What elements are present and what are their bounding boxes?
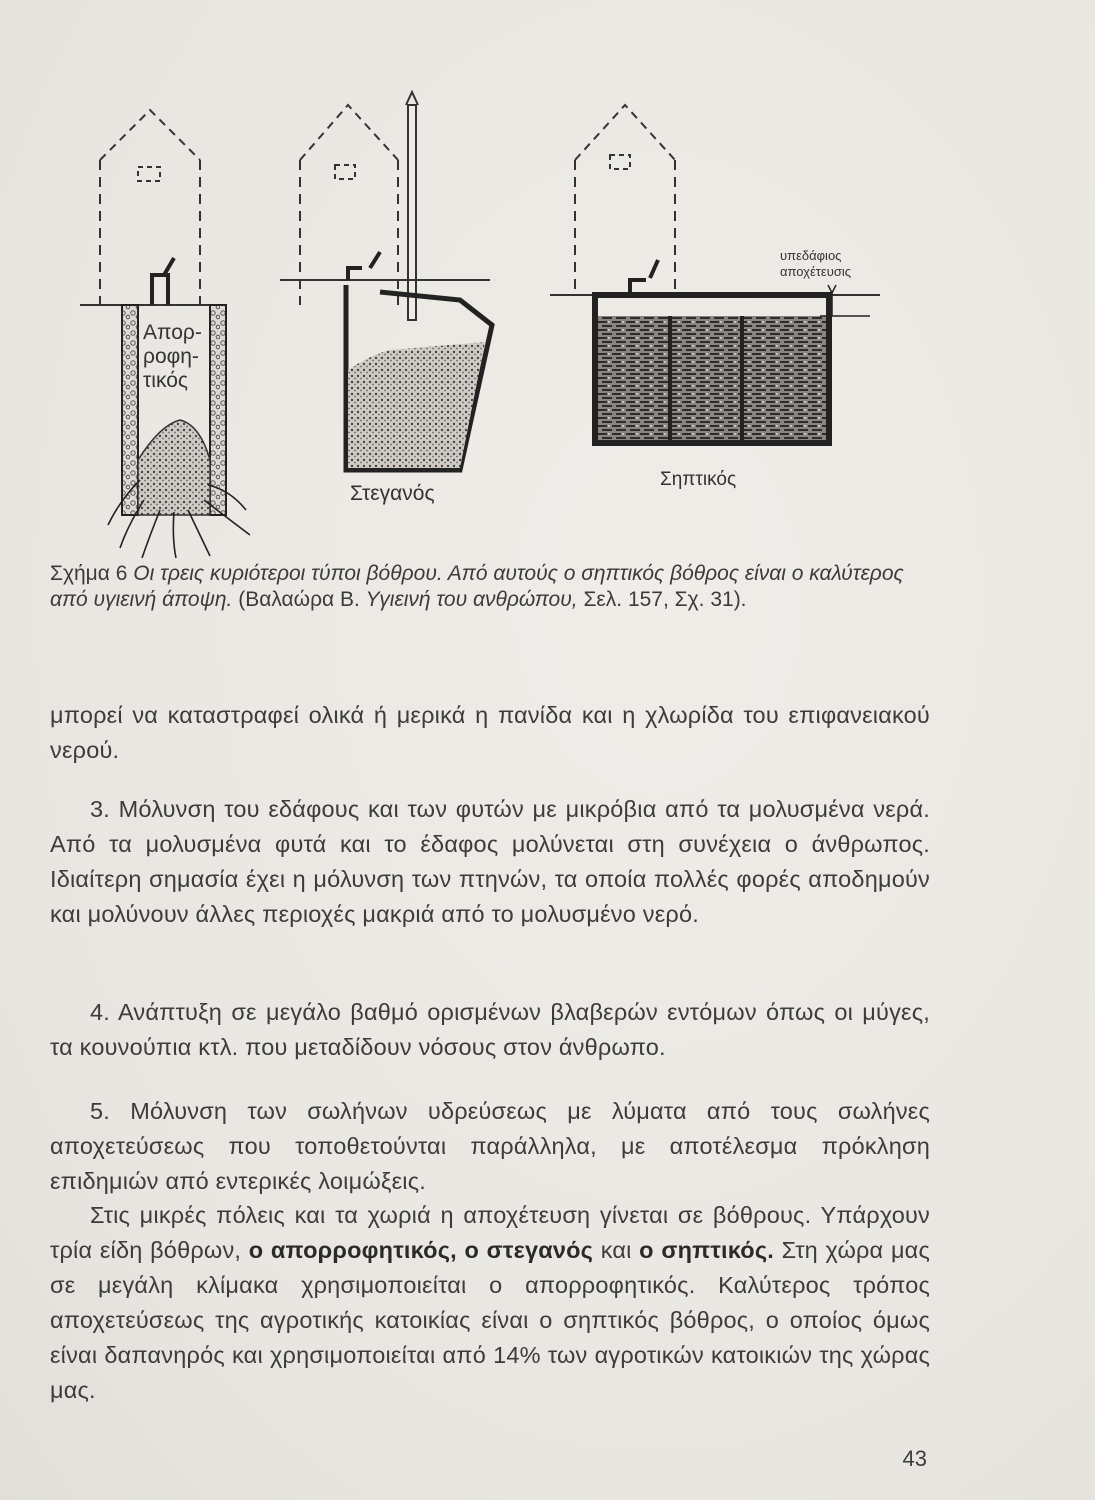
cesspit-types-figure xyxy=(80,80,940,560)
svg-text:τικός: τικός xyxy=(143,369,189,392)
page-number: 43 xyxy=(902,1446,927,1471)
caption-ref-author: (Βαλαώρα Β. xyxy=(238,588,360,611)
figure-caption xyxy=(50,561,930,613)
svg-text:Στεγανός: Στεγανός xyxy=(350,482,435,505)
p5-bold-types-2: ο σηπτικός. xyxy=(639,1237,774,1263)
caption-ref-title: Υγιεινή του ανθρώπου, xyxy=(365,588,578,611)
septic-tank-drawing xyxy=(550,105,880,490)
p5-bold-types-1: ο απορροφητικός, ο στεγανός xyxy=(248,1237,594,1263)
absorptive-cesspit-drawing xyxy=(80,110,250,558)
sealed-cesspit-drawing xyxy=(280,92,492,505)
svg-text:Απορ-: Απορ- xyxy=(143,321,202,344)
svg-text:υπεδάφιος: υπεδάφιος xyxy=(780,248,842,263)
paragraph-item-4: 4. Ανάπτυξη σε μεγάλο βαθμό ορισμένων βλαβερών εντόμων όπως οι μύγες, τα κουνούπια κτλ. που μεταδίδουν νόσους στον άνθρωπο. xyxy=(50,999,930,1060)
svg-text:ροφη-: ροφη- xyxy=(143,345,199,368)
paragraph-item-3: 3. Μόλυνση του εδάφους και των φυτών με μικρόβια από τα μολυσμένα νερά. Από τα μολυσμένα φυτά και το έδαφος μολύνεται στη συνέχεια ο άνθρωπος. Ιδιαίτερη σημασία έχει η μόλυνση των πτηνών, τα οποία πολλές φορές αποδημούν και μολύνουν άλλες περιοχές μακριά από το μολυσμένο νερό. xyxy=(50,796,930,927)
p5-rest: Στη χώρα μας σε μεγάλη κλίμακα χρησιμοποιείται ο απορροφητικός. Καλύτερος τρόπος αποχετεύσεως της αγροτικής κατοικίας είναι ο σηπτικός βόθρος, ο οποίος όμως είναι δαπανηρός και χρησιμοποιείται από 14% των αγροτικών κατοικιών της χώρας μας. xyxy=(50,1237,930,1403)
svg-text:αποχέτευσις: αποχέτευσις xyxy=(780,264,852,279)
paragraph-cesspits xyxy=(50,1198,930,1408)
paragraph-item-5: 5. Μόλυνση των σωλήνων υδρεύσεως με λύματα από τους σωλήνες αποχετεύσεως που τοποθετούνται παράλληλα, με αποτέλεσμα πρόκληση επιδημιών από εντερικές λοιμώξεις. xyxy=(50,1098,930,1194)
p5-and: και xyxy=(600,1237,632,1263)
caption-figure-number: Σχήμα 6 xyxy=(50,562,128,585)
svg-text:Σηπτικός: Σηπτικός xyxy=(660,469,737,490)
caption-ref-page: Σελ. 157, Σχ. 31). xyxy=(583,588,747,611)
p5-intro: Στις μικρές πόλεις και τα χωριά η αποχέτευση γίνεται σε βόθρους. Υπάρχουν τρία είδη βόθρων, xyxy=(50,1202,930,1263)
caption-text: Οι τρεις κυριότεροι τύποι βόθρου. Από αυτούς ο σηπτικός βόθρος είναι ο καλύτερος από υγιεινή άποψη. xyxy=(50,562,904,611)
paragraph-continuation: μπορεί να καταστραφεί ολικά ή μερικά η πανίδα και η χλωρίδα του επιφανειακού νερού. xyxy=(50,702,930,763)
